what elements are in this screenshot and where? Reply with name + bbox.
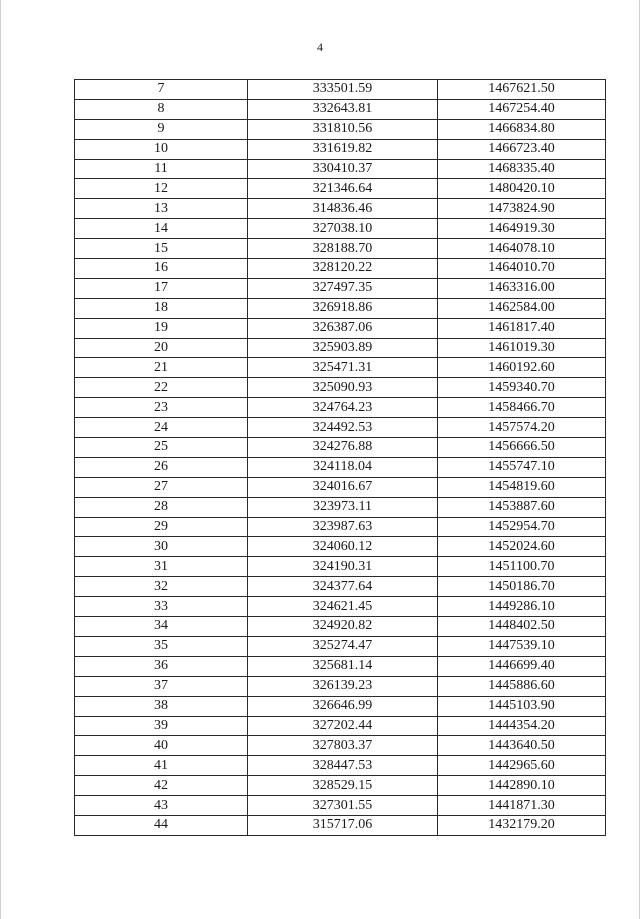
point-number-cell: 17 (75, 278, 248, 298)
table-row (75, 457, 606, 477)
point-number-cell: 33 (75, 597, 248, 617)
point-number-cell: 14 (75, 219, 248, 239)
point-number-cell: 19 (75, 318, 248, 338)
point-number-cell: 11 (75, 159, 248, 179)
table-row (75, 298, 606, 318)
table-row (75, 338, 606, 358)
y-coordinate-cell: 1454819.60 (438, 477, 606, 497)
x-coordinate-cell: 327497.35 (248, 278, 438, 298)
y-coordinate-cell: 1455747.10 (438, 457, 606, 477)
x-coordinate-cell: 328188.70 (248, 239, 438, 259)
x-coordinate-cell: 330410.37 (248, 159, 438, 179)
point-number-cell: 20 (75, 338, 248, 358)
x-coordinate-cell: 323973.11 (248, 497, 438, 517)
y-coordinate-cell: 1445103.90 (438, 696, 606, 716)
table-row (75, 358, 606, 378)
point-number-cell: 25 (75, 438, 248, 458)
table-row (75, 656, 606, 676)
x-coordinate-cell: 324492.53 (248, 418, 438, 438)
x-coordinate-cell: 324377.64 (248, 577, 438, 597)
y-coordinate-cell: 1450186.70 (438, 577, 606, 597)
table-row (75, 99, 606, 119)
table-row (75, 159, 606, 179)
table-row (75, 378, 606, 398)
point-number-cell: 38 (75, 696, 248, 716)
y-coordinate-cell: 1462584.00 (438, 298, 606, 318)
point-number-cell: 32 (75, 577, 248, 597)
point-number-cell: 41 (75, 756, 248, 776)
x-coordinate-cell: 324920.82 (248, 617, 438, 637)
point-number-cell: 22 (75, 378, 248, 398)
point-number-cell: 9 (75, 119, 248, 139)
table-row (75, 199, 606, 219)
x-coordinate-cell: 327803.37 (248, 736, 438, 756)
y-coordinate-cell: 1473824.90 (438, 199, 606, 219)
point-number-cell: 10 (75, 139, 248, 159)
table-row (75, 756, 606, 776)
y-coordinate-cell: 1451100.70 (438, 557, 606, 577)
x-coordinate-cell: 327301.55 (248, 796, 438, 816)
table-row (75, 139, 606, 159)
table-row (75, 696, 606, 716)
table-row (75, 418, 606, 438)
point-number-cell: 24 (75, 418, 248, 438)
table-row (75, 438, 606, 458)
point-number-cell: 13 (75, 199, 248, 219)
x-coordinate-cell: 328120.22 (248, 259, 438, 279)
x-coordinate-cell: 324190.31 (248, 557, 438, 577)
point-number-cell: 28 (75, 497, 248, 517)
y-coordinate-cell: 1466723.40 (438, 139, 606, 159)
table-row (75, 577, 606, 597)
x-coordinate-cell: 324621.45 (248, 597, 438, 617)
x-coordinate-cell: 324764.23 (248, 398, 438, 418)
point-number-cell: 21 (75, 358, 248, 378)
y-coordinate-cell: 1448402.50 (438, 617, 606, 637)
x-coordinate-cell: 324276.88 (248, 438, 438, 458)
x-coordinate-cell: 325274.47 (248, 636, 438, 656)
table-row (75, 278, 606, 298)
coordinates-table-body (75, 80, 606, 836)
x-coordinate-cell: 333501.59 (248, 80, 438, 100)
y-coordinate-cell: 1467254.40 (438, 99, 606, 119)
point-number-cell: 40 (75, 736, 248, 756)
x-coordinate-cell: 326387.06 (248, 318, 438, 338)
point-number-cell: 15 (75, 239, 248, 259)
point-number-cell: 37 (75, 676, 248, 696)
point-number-cell: 27 (75, 477, 248, 497)
table-row (75, 398, 606, 418)
x-coordinate-cell: 326646.99 (248, 696, 438, 716)
x-coordinate-cell: 325090.93 (248, 378, 438, 398)
y-coordinate-cell: 1480420.10 (438, 179, 606, 199)
y-coordinate-cell: 1464010.70 (438, 259, 606, 279)
x-coordinate-cell: 326139.23 (248, 676, 438, 696)
x-coordinate-cell: 326918.86 (248, 298, 438, 318)
y-coordinate-cell: 1468335.40 (438, 159, 606, 179)
y-coordinate-cell: 1444354.20 (438, 716, 606, 736)
x-coordinate-cell: 321346.64 (248, 179, 438, 199)
x-coordinate-cell: 325681.14 (248, 656, 438, 676)
point-number-cell: 31 (75, 557, 248, 577)
y-coordinate-cell: 1449286.10 (438, 597, 606, 617)
x-coordinate-cell: 331810.56 (248, 119, 438, 139)
y-coordinate-cell: 1452954.70 (438, 517, 606, 537)
table-row (75, 259, 606, 279)
y-coordinate-cell: 1443640.50 (438, 736, 606, 756)
y-coordinate-cell: 1441871.30 (438, 796, 606, 816)
y-coordinate-cell: 1446699.40 (438, 656, 606, 676)
table-row (75, 497, 606, 517)
x-coordinate-cell: 325903.89 (248, 338, 438, 358)
table-row (75, 676, 606, 696)
table-row (75, 239, 606, 259)
y-coordinate-cell: 1461817.40 (438, 318, 606, 338)
point-number-cell: 23 (75, 398, 248, 418)
point-number-cell: 36 (75, 656, 248, 676)
x-coordinate-cell: 315717.06 (248, 815, 438, 835)
y-coordinate-cell: 1457574.20 (438, 418, 606, 438)
point-number-cell: 18 (75, 298, 248, 318)
table-row (75, 80, 606, 100)
table-row (75, 597, 606, 617)
table-row (75, 736, 606, 756)
table-row (75, 179, 606, 199)
point-number-cell: 43 (75, 796, 248, 816)
x-coordinate-cell: 324016.67 (248, 477, 438, 497)
point-number-cell: 29 (75, 517, 248, 537)
point-number-cell: 8 (75, 99, 248, 119)
page-number: 4 (317, 40, 323, 54)
table-row (75, 796, 606, 816)
table-row (75, 617, 606, 637)
table-row (75, 318, 606, 338)
y-coordinate-cell: 1460192.60 (438, 358, 606, 378)
x-coordinate-cell: 328447.53 (248, 756, 438, 776)
y-coordinate-cell: 1459340.70 (438, 378, 606, 398)
x-coordinate-cell: 327202.44 (248, 716, 438, 736)
point-number-cell: 44 (75, 815, 248, 835)
table-row (75, 776, 606, 796)
table-row (75, 557, 606, 577)
point-number-cell: 34 (75, 617, 248, 637)
y-coordinate-cell: 1458466.70 (438, 398, 606, 418)
y-coordinate-cell: 1442965.60 (438, 756, 606, 776)
y-coordinate-cell: 1447539.10 (438, 636, 606, 656)
table-row (75, 636, 606, 656)
point-number-cell: 39 (75, 716, 248, 736)
x-coordinate-cell: 331619.82 (248, 139, 438, 159)
table-row (75, 119, 606, 139)
x-coordinate-cell: 332643.81 (248, 99, 438, 119)
y-coordinate-cell: 1461019.30 (438, 338, 606, 358)
x-coordinate-cell: 325471.31 (248, 358, 438, 378)
y-coordinate-cell: 1464919.30 (438, 219, 606, 239)
y-coordinate-cell: 1467621.50 (438, 80, 606, 100)
table-row (75, 219, 606, 239)
table-row (75, 517, 606, 537)
point-number-cell: 42 (75, 776, 248, 796)
y-coordinate-cell: 1456666.50 (438, 438, 606, 458)
table-row (75, 477, 606, 497)
point-number-cell: 26 (75, 457, 248, 477)
y-coordinate-cell: 1432179.20 (438, 815, 606, 835)
point-number-cell: 7 (75, 80, 248, 100)
table-row (75, 815, 606, 835)
y-coordinate-cell: 1442890.10 (438, 776, 606, 796)
y-coordinate-cell: 1463316.00 (438, 278, 606, 298)
x-coordinate-cell: 328529.15 (248, 776, 438, 796)
y-coordinate-cell: 1464078.10 (438, 239, 606, 259)
point-number-cell: 16 (75, 259, 248, 279)
table-row (75, 716, 606, 736)
table-row (75, 537, 606, 557)
coordinates-table (74, 79, 606, 836)
y-coordinate-cell: 1452024.60 (438, 537, 606, 557)
y-coordinate-cell: 1445886.60 (438, 676, 606, 696)
x-coordinate-cell: 324060.12 (248, 537, 438, 557)
point-number-cell: 35 (75, 636, 248, 656)
x-coordinate-cell: 327038.10 (248, 219, 438, 239)
y-coordinate-cell: 1453887.60 (438, 497, 606, 517)
x-coordinate-cell: 314836.46 (248, 199, 438, 219)
point-number-cell: 30 (75, 537, 248, 557)
x-coordinate-cell: 324118.04 (248, 457, 438, 477)
y-coordinate-cell: 1466834.80 (438, 119, 606, 139)
x-coordinate-cell: 323987.63 (248, 517, 438, 537)
point-number-cell: 12 (75, 179, 248, 199)
